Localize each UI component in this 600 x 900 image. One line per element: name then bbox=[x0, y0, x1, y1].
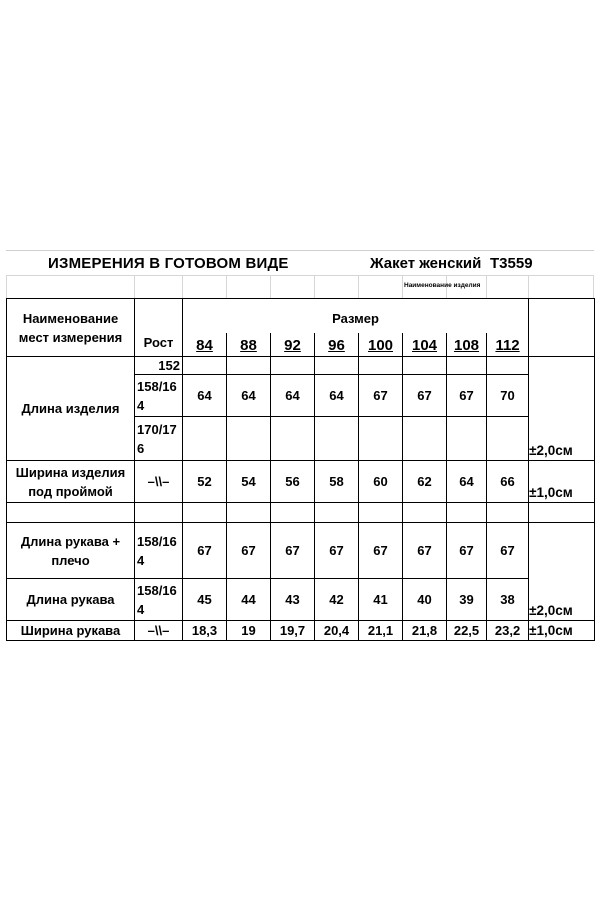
value-cell: 56 bbox=[271, 461, 315, 503]
product-name: Жакет женский bbox=[370, 255, 482, 272]
size-112: 112 bbox=[487, 333, 529, 357]
sheet-header bbox=[6, 250, 594, 275]
measurements-table bbox=[6, 298, 595, 641]
value-cell: 67 bbox=[227, 523, 271, 579]
value-cell: 21,1 bbox=[359, 621, 403, 641]
value-cell: 21,8 bbox=[403, 621, 447, 641]
value-cell: 60 bbox=[359, 461, 403, 503]
rost-158-164: 158/164 bbox=[135, 579, 183, 621]
size-104: 104 bbox=[403, 333, 447, 357]
size-100: 100 bbox=[359, 333, 403, 357]
value-cell: 67 bbox=[447, 523, 487, 579]
value-cell: 42 bbox=[315, 579, 359, 621]
value-cell: 19 bbox=[227, 621, 271, 641]
size-84: 84 bbox=[183, 333, 227, 357]
value-cell: 67 bbox=[315, 523, 359, 579]
col-label-header: Наименование мест измерения bbox=[7, 299, 135, 357]
value-cell: 58 bbox=[315, 461, 359, 503]
value-cell: 64 bbox=[447, 461, 487, 503]
value-cell: 67 bbox=[403, 375, 447, 417]
value-cell: 18,3 bbox=[183, 621, 227, 641]
size-96: 96 bbox=[315, 333, 359, 357]
value-cell: 67 bbox=[487, 523, 529, 579]
value-cell: 64 bbox=[183, 375, 227, 417]
value-cell: 62 bbox=[403, 461, 447, 503]
value-cell: 67 bbox=[359, 523, 403, 579]
value-cell: 20,4 bbox=[315, 621, 359, 641]
rost-158-164: 158/164 bbox=[135, 375, 183, 417]
value-cell: 64 bbox=[227, 375, 271, 417]
value-cell: 67 bbox=[183, 523, 227, 579]
tolerance-shirina-rukava: ±1,0см bbox=[529, 621, 595, 641]
size-108: 108 bbox=[447, 333, 487, 357]
product-note-row bbox=[6, 275, 594, 298]
value-cell: 52 bbox=[183, 461, 227, 503]
value-cell: 44 bbox=[227, 579, 271, 621]
sheet-title: ИЗМЕРЕНИЯ В ГОТОВОМ ВИДЕ bbox=[48, 255, 289, 272]
value-cell: 23,2 bbox=[487, 621, 529, 641]
size-92: 92 bbox=[271, 333, 315, 357]
rost-ditto: –\\– bbox=[135, 621, 183, 641]
row-label-shirina-rukava: Ширина рукава bbox=[7, 621, 135, 641]
value-cell: 66 bbox=[487, 461, 529, 503]
value-cell: 54 bbox=[227, 461, 271, 503]
value-cell: 67 bbox=[271, 523, 315, 579]
value-cell: 19,7 bbox=[271, 621, 315, 641]
rost-152: 152 bbox=[135, 357, 183, 375]
row-label-dlina-izdeliya: Длина изделия bbox=[7, 357, 135, 461]
value-cell: 41 bbox=[359, 579, 403, 621]
value-cell: 64 bbox=[315, 375, 359, 417]
value-cell: 67 bbox=[403, 523, 447, 579]
measurements-sheet bbox=[6, 250, 594, 641]
value-cell: 67 bbox=[447, 375, 487, 417]
tolerance-dlina-izdeliya: ±2,0см bbox=[529, 357, 595, 461]
rost-158-164: 158/164 bbox=[135, 523, 183, 579]
row-label-dlina-rukava-plecho: Длина рукава + плечо bbox=[7, 523, 135, 579]
rost-ditto: –\\– bbox=[135, 461, 183, 503]
value-cell: 39 bbox=[447, 579, 487, 621]
value-cell: 45 bbox=[183, 579, 227, 621]
product-code: Т3559 bbox=[490, 255, 533, 272]
rost-170-176: 170/176 bbox=[135, 417, 183, 461]
size-88: 88 bbox=[227, 333, 271, 357]
tolerance-shirina-izdeliya: ±1,0см bbox=[529, 461, 595, 503]
value-cell: 70 bbox=[487, 375, 529, 417]
value-cell: 38 bbox=[487, 579, 529, 621]
value-cell: 22,5 bbox=[447, 621, 487, 641]
value-cell: 40 bbox=[403, 579, 447, 621]
value-cell: 67 bbox=[359, 375, 403, 417]
tolerance-dlina-rukava: ±2,0см bbox=[529, 523, 595, 621]
value-cell: 43 bbox=[271, 579, 315, 621]
row-label-shirina-izdeliya: Ширина изделия под проймой bbox=[7, 461, 135, 503]
product-note: Наименование изделия bbox=[404, 282, 481, 289]
value-cell: 64 bbox=[271, 375, 315, 417]
col-rost-header: Рост bbox=[135, 299, 183, 357]
tolerance-header bbox=[529, 299, 595, 357]
col-razmer-header: Размер bbox=[183, 299, 529, 333]
row-label-dlina-rukava: Длина рукава bbox=[7, 579, 135, 621]
